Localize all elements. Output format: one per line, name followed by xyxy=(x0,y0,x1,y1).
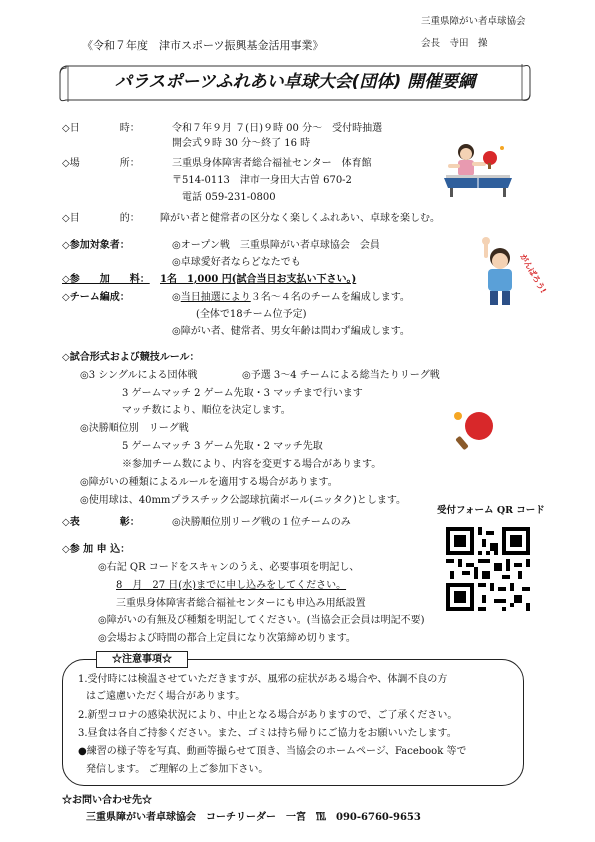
rules-line1b: ◎予選 3～4 チームによる総当たりリーグ戦 xyxy=(242,370,440,381)
rules-line3: マッチ数により、順位を決定します。 xyxy=(122,405,291,416)
page-title: パラスポーツふれあい卓球大会(団体) 開催要綱 xyxy=(114,72,476,92)
note-4a: ●練習の様子等を写真、動画等撮らせて頂き、当協会のホームページ、Facebook 等で xyxy=(78,746,467,757)
note-1a: 1.受付時には検温させていただきますが、風邪の症状がある場合や、体調不良の方 xyxy=(78,674,448,685)
contact-text: 三重県障がい者卓球協会 コーチリーダー 一宮 ℡ 090-6760-9653 xyxy=(86,812,421,823)
venue-label: ◇場 所： xyxy=(62,158,140,169)
subtitle: 《令和７年度 津市スポーツ振興基金活用事業》 xyxy=(82,39,324,52)
rules-label: ◇試合形式および競技ルール： xyxy=(62,352,200,363)
purpose-label: ◇目 的： xyxy=(62,213,140,224)
award-text: ◎決勝順位別リーグ戦の１位チームのみ xyxy=(172,517,351,528)
rules-line5: 5 ゲームマッチ 3 ゲーム先取・2 マッチ先取 xyxy=(122,441,323,452)
team-label: ◇チーム編成： xyxy=(62,292,130,303)
apply-line5: ◎会場および時間の都合上定員になり次第締め切ります。 xyxy=(98,633,356,644)
table-tennis-player-illustration xyxy=(444,140,512,198)
fee-text: 1名 1,000 円(試合当日お支払い下さい。) xyxy=(160,274,357,285)
date-line1: 令和７年９月 ７(日)９時 00 分～ 受付時抽選 xyxy=(172,123,383,134)
cheering-boy-illustration xyxy=(470,236,548,308)
team-line1-underlined: 当日抽選により xyxy=(180,292,251,303)
qr-caption: 受付フォーム QR コード xyxy=(437,505,545,516)
eligibility-label: ◇参加対象者： xyxy=(62,240,130,251)
date-line2: 開会式９時 30 分～終了 16 時 xyxy=(172,138,311,149)
rules-line2: 3 ゲームマッチ 2 ゲーム先取・3 マッチまで行います xyxy=(122,388,363,399)
team-line3: ◎障がい者、健常者、男女年齢は問わず編成します。 xyxy=(172,326,410,337)
apply-deadline: 8 月 27 日(水)までに申し込みをしてください。 xyxy=(116,580,347,591)
team-line1-rest: ３名～４名のチームを編成します。 xyxy=(250,292,410,303)
notes-title: ☆注意事項☆ xyxy=(96,651,188,668)
rules-line7: ◎障がいの種類によるルールを適用する場合があります。 xyxy=(80,477,338,488)
apply-line1: ◎右記 QR コードをスキャンのうえ、必要事項を明記し、 xyxy=(98,562,360,573)
eligibility-line2: ◎卓球愛好者ならどなたでも xyxy=(172,257,301,268)
org-name: 三重県障がい者卓球協会 xyxy=(421,16,526,27)
venue-line3: 電話 059-231-0800 xyxy=(182,192,276,203)
paddle-icon xyxy=(449,410,499,454)
apply-label: ◇参 加 申 込： xyxy=(62,544,131,555)
note-3: 3.昼食は各自ご持参ください。また、ゴミは持ち帰りにご協力をお願いいたします。 xyxy=(78,728,457,739)
rules-line8: ◎使用球は、40mmプラスチック公認球抗菌ボール(ニッタク)とします。 xyxy=(80,495,407,506)
venue-line2: 〒514-0113 津市一身田大古曽 670-2 xyxy=(172,175,352,186)
note-4b: 発信します。 ご理解の上ご参加下さい。 xyxy=(86,764,269,775)
rules-line6: ※参加チーム数により、内容を変更する場合があります。 xyxy=(122,459,382,470)
note-1b: はご遠慮いただく場合があります。 xyxy=(86,691,246,702)
award-label: ◇表 彰： xyxy=(62,517,140,528)
note-2: 2.新型コロナの感染状況により、中止となる場合がありますので、ご了承ください。 xyxy=(78,710,458,721)
purpose-text: 障がい者と健常者の区分なく楽しくふれあい、卓球を楽しむ。 xyxy=(160,213,440,224)
team-line1 xyxy=(172,292,410,304)
team-line2: (全体で18チーム位予定) xyxy=(196,309,307,320)
apply-line4: ◎障がいの有無及び種類を明記してください。(当協会正会員は明記不要) xyxy=(98,615,425,626)
cheer-text: がんばろう! xyxy=(518,252,548,295)
eligibility-line1: ◎オープン戦 三重県障がい者卓球協会 会員 xyxy=(172,240,380,251)
title-banner xyxy=(58,62,532,104)
qr-code[interactable] xyxy=(446,527,530,611)
venue-line1: 三重県身体障害者総合福祉センター 体育館 xyxy=(172,158,372,169)
rules-line4: ◎決勝順位別 リーグ戦 xyxy=(80,423,189,434)
team-line1-mark: ◎ xyxy=(172,292,181,303)
fee-label: ◇参 加 料： xyxy=(62,274,150,285)
rules-line1a: ◎3 シングルによる団体戦 xyxy=(80,370,198,381)
contact-label: ☆お問い合わせ先☆ xyxy=(62,795,152,806)
chair-name: 会長 寺田 操 xyxy=(421,38,488,49)
date-label: ◇日 時： xyxy=(62,123,140,134)
apply-line3: 三重県身体障害者総合福祉センターにも申込み用紙設置 xyxy=(116,598,366,609)
